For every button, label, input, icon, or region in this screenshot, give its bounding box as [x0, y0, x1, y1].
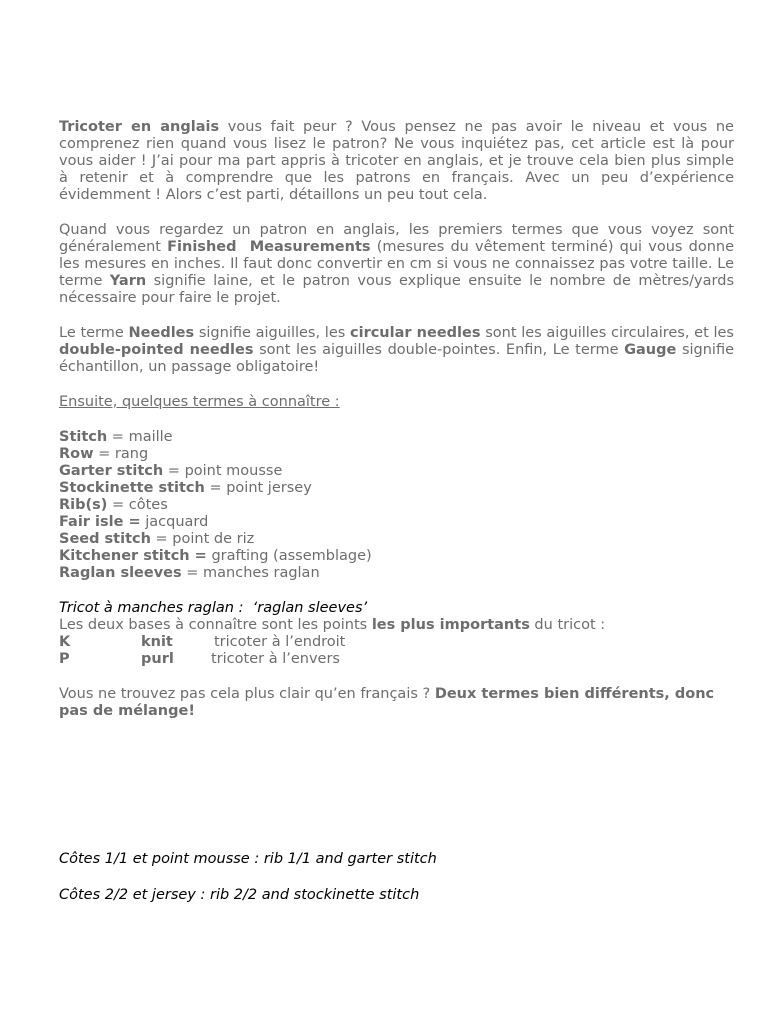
needles-text-2: signifie aiguilles, les — [194, 325, 350, 341]
intro-paragraph — [59, 119, 734, 204]
term-french: jacquard — [145, 514, 209, 530]
conclusion-bold: Deux termes bien différents, donc pas de mélange! — [59, 686, 715, 719]
conclusion-text: Vous ne trouvez pas cela plus clair qu’en français ? — [59, 686, 435, 702]
terms-heading: Ensuite, quelques termes à connaître : — [59, 394, 340, 410]
caption-rib-garter: Côtes 1/1 et point mousse : rib 1/1 and garter stitch — [59, 851, 437, 867]
term-row — [59, 531, 734, 548]
term-english: Garter stitch — [59, 463, 164, 479]
term-row — [59, 548, 734, 565]
needles-text-3: sont les aiguilles circulaires, et les — [480, 325, 734, 341]
measurements-text-3: signifie laine, et le patron vous explique ensuite le nombre de mètres/yards nécessaire pour faire le projet. — [59, 273, 734, 306]
needles-bold-4: Gauge — [624, 342, 677, 358]
bases-text-1: Les deux bases à connaître sont les points — [59, 617, 372, 633]
term-separator: = — [107, 497, 129, 513]
term-separator: = — [204, 480, 227, 496]
term-row — [59, 429, 734, 446]
stitch-french: tricoter à l’endroit — [214, 634, 346, 650]
needles-bold-2: circular needles — [350, 325, 481, 341]
term-english: Stitch — [59, 429, 108, 445]
term-separator: = — [150, 531, 173, 547]
term-row — [59, 565, 734, 582]
bases-bold: les plus importants — [371, 617, 530, 633]
term-row — [59, 497, 734, 514]
stitch-english: purl — [141, 651, 174, 667]
term-row — [59, 463, 734, 480]
term-separator: = — [93, 446, 115, 462]
term-french: point jersey — [226, 480, 312, 496]
term-french: grafting (assemblage) — [211, 548, 372, 564]
stitch-abbr: P — [59, 651, 70, 667]
conclusion-paragraph — [59, 686, 734, 720]
term-row — [59, 514, 734, 531]
term-english: Rib(s) — [59, 497, 108, 513]
terms-list — [59, 429, 734, 582]
term-english: Stockinette stitch — [59, 480, 205, 496]
measurements-text-2: (mesures du vêtement terminé) qui vous donne les mesures en inches. Il faut donc convertir en cm si vous ne connaissez pas votre taille. Le terme — [59, 239, 735, 289]
term-row — [59, 446, 734, 463]
needles-text-1: Le terme — [59, 325, 129, 341]
term-english: Seed stitch — [59, 531, 151, 547]
bases-paragraph — [59, 617, 734, 634]
term-french: manches raglan — [203, 565, 320, 581]
term-separator: = — [107, 429, 129, 445]
term-row — [59, 480, 734, 497]
needles-paragraph — [59, 325, 734, 376]
needles-text-5: signifie échantillon, un passage obligatoire! — [59, 342, 735, 375]
term-french: côtes — [128, 497, 168, 513]
stitch-row-knit — [59, 634, 734, 651]
stitch-french: tricoter à l’envers — [211, 651, 340, 667]
term-english: Raglan sleeves — [59, 565, 182, 581]
term-french: rang — [114, 446, 149, 462]
stitch-english: knit — [141, 634, 173, 650]
term-french: point de riz — [172, 531, 255, 547]
needles-bold-3: double-pointed needles — [59, 342, 254, 358]
stitch-row-purl — [59, 651, 734, 668]
term-separator: = — [181, 565, 204, 581]
term-english: Fair isle = — [59, 514, 141, 530]
term-french: maille — [128, 429, 173, 445]
term-english: Kitchener stitch = — [59, 548, 207, 564]
stitch-abbr: K — [59, 634, 71, 650]
caption-rib-stockinette: Côtes 2/2 et jersey : rib 2/2 and stockinette stitch — [59, 887, 420, 903]
term-english: Row — [59, 446, 94, 462]
measurements-paragraph — [59, 222, 734, 307]
measurements-bold-2: Yarn — [109, 273, 147, 289]
term-french: point mousse — [184, 463, 283, 479]
raglan-caption: Tricot à manches raglan : ‘raglan sleeves’ — [59, 600, 368, 616]
measurements-bold-1: Finished Measurements — [167, 239, 371, 255]
intro-lead: Tricoter en anglais — [59, 119, 220, 135]
measurements-text-1: Quand vous regardez un patron en anglais, les premiers termes que vous voyez sont généralement — [59, 222, 734, 255]
article-body — [59, 119, 734, 720]
needles-text-4: sont les aiguilles double-pointes. Enfin, Le terme — [253, 342, 625, 358]
needles-bold-1: Needles — [128, 325, 195, 341]
term-separator: = — [163, 463, 185, 479]
bases-text-2: du tricot : — [529, 617, 606, 633]
intro-text: vous fait peur ? Vous pensez ne pas avoir le niveau et vous ne comprenez rien quand vous lisez le patron? Ne vous inquiétez pas, cet article est là pour vous aider ! J’ai pour ma part appris à tricoter en anglais, et je trouve cela bien plus simple à retenir et à comprendre que les patrons en français. Avec un peu d’expérience évidemment ! Alors c’est parti, détaillons un peu tout cela. — [59, 119, 734, 203]
